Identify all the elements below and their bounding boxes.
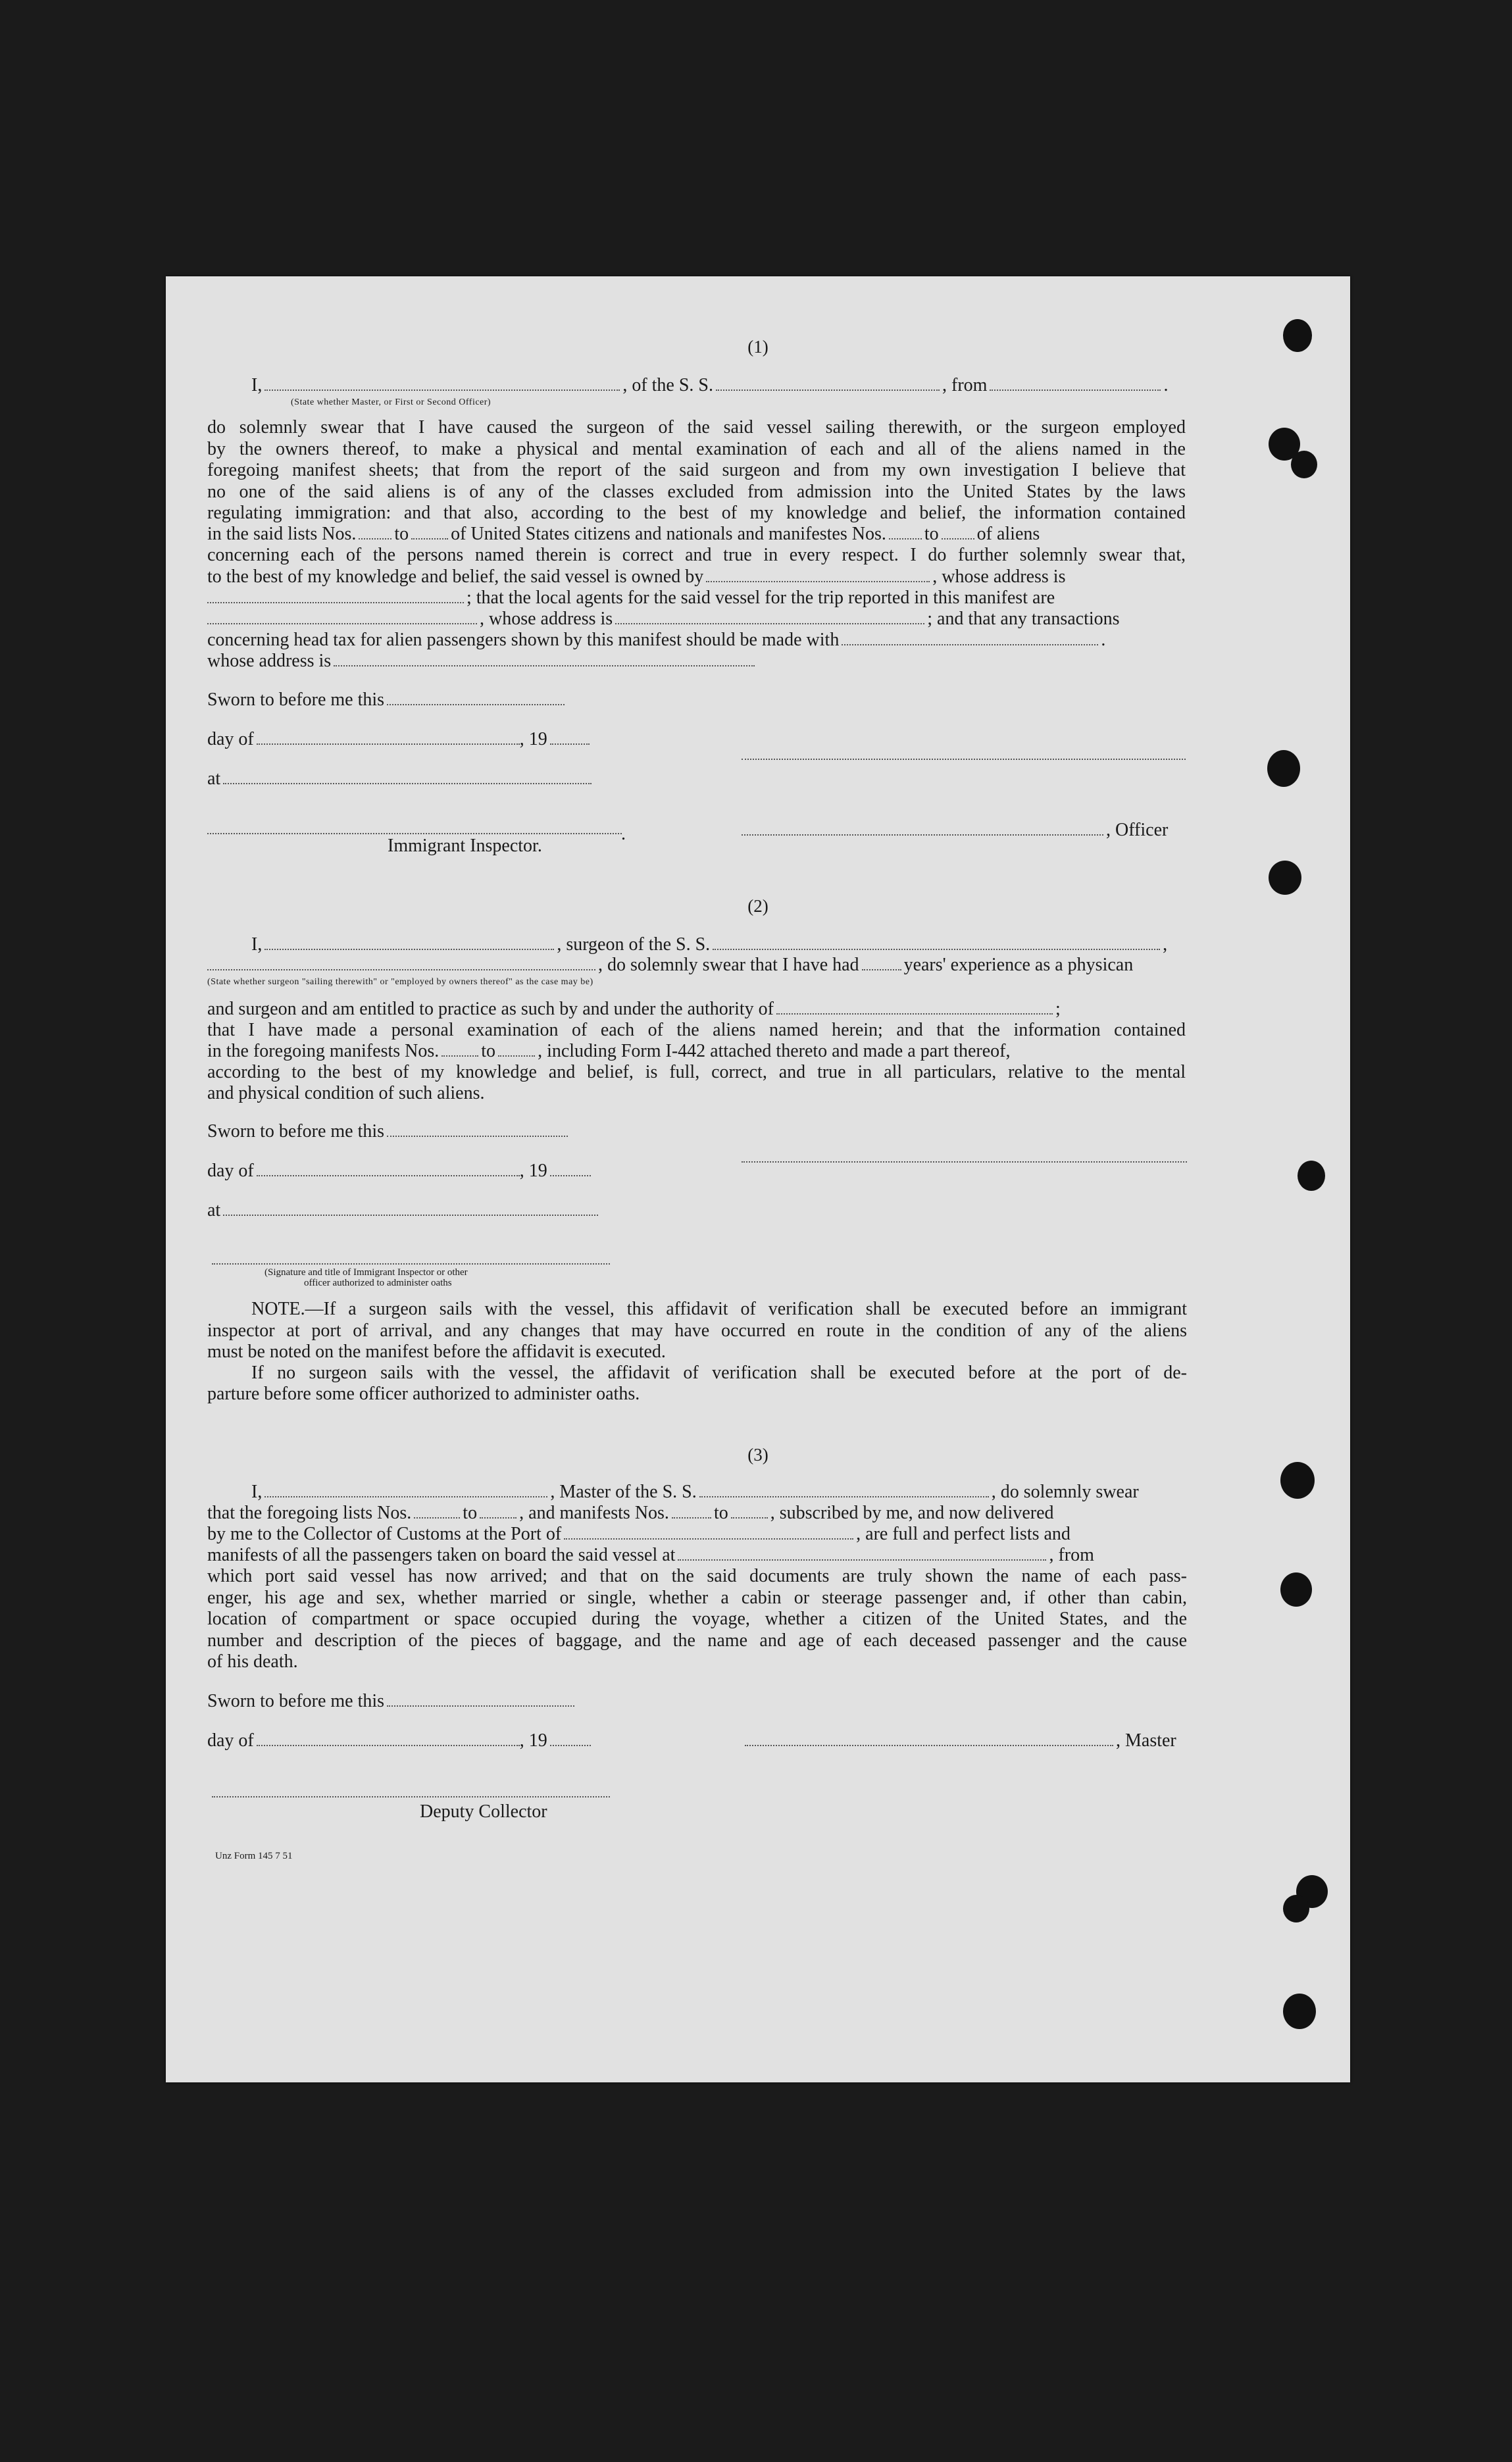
head-tax-line: concerning head tax for alien passengers shown by this manifest should be made with . [207,630,1106,650]
experience-line: , do solemnly swear that I have had years' experience as a physican [207,955,1133,976]
section-3-body: which port said vessel has now arrived; and that on the said documents are truly shown the name of each pass- enger, his age and sex, whether married or single, whether a cabin or steerage passenger and, if other than cabin, location of compartment or space occupied during the voyage, whether a citizen of the United States, and the number and description of the pieces of baggage, and the name and age of each deceased passenger and the cause [207,1566,1187,1651]
master-signature-line [742,759,1186,760]
section-1-i-line: I, , of the S. S. , from . [251,375,1169,395]
from-label: , from [942,375,988,395]
section-2-body-b: according to the best of my knowledge and belief, is full, correct, and true in all particulars, relative to the mental [207,1062,1186,1082]
at-line-2: at [207,1200,601,1221]
authorized-officer-signature-line [212,1263,610,1265]
punch-hole-icon [1280,1572,1312,1607]
sworn-line-3: Sworn to before me this [207,1691,577,1712]
form-code: Unz Form 145 7 51 [215,1851,293,1861]
punch-hole-icon [1298,1161,1325,1191]
manifest-affidavit-page: (1) I, , of the S. S. , from . (State whether Master, or First or Second Officer) do solemnly swear that I have caused the surgeon of the said vessel sailing therewith, or the surgeon employed by the owners thereof, to make a physical and mental examination of each and all of the aliens named in the foregoing manifest sheets; that from the report of the said surgeon and from my own investigation I believe that no one of the said aliens is of any of the classes excluded from admission into the United States by the laws regulating immigration: and that also, according to the best of my knowledge and belief, the information contained in the said lists Nos. to of United States citizens and nationals and manifestes Nos. to of aliens concerning each of the persons named therein is correct and true in every respect. I do further solemnly swear that, to the best of my knowledge and belief, the said vessel is owned by , whose address is ; that the local agents for the said vessel for the trip reported in this manifest are , whose address is ; and that any transactions concerning head tax for alien passengers shown by this manifest should be made with . whose address is Sworn to before me this day of , 19 at . , Officer Immigrant Inspector. (2) I, , surgeon of the S. S. , , do solemnly swear that I have had years' experience as a physican (State whether surgeon "sailing therewith" or "employed by owners thereof" as the case may be) and surgeon and am entitled to practice as such by and under the authority of ; that I have made a personal examination of each of the aliens named herein; and that the information contained in the foregoing manifests Nos. to , including Form I-442 attached thereto and made a part thereof, according to the best of my knowledge and belief, is full, correct, and true in all particulars, relative to the mental and physical condition of such aliens. Sworn to before me this day of , 19 at (Signature and title of Immigrant Inspector or other officer authorized to administer oaths NOTE.—If a surgeon sails with the vessel, this affidavit of verification shall be executed before an immigrant inspector at port of arrival, and any changes that may have occurred en route in the condition of any of the aliens must be noted on the manifest before the affidavit is executed. If no surgeon sails with the vessel, the affidavit of verification shall be executed before at the port of de- parture before some officer authorized to administer oaths. (3) I, , Master of the S. S. , do solemnly swear that the foregoing lists Nos. to , and manifests Nos. to , subscribed by me, and now delivered by me to the Collector of Customs at the Port of , are full and perfect lists and manifests of all the passengers taken on board the said vessel at , from which port said vessel has now arrived; and that on the said documents are truly shown the name of each pass- enger, his age and sex, whether married or single, whether a cabin or steerage passenger and, if other than cabin, location of compartment or space occupied during the voyage, whether a citizen of the United States, and the number and description of the pieces of baggage, and the name and age of each deceased passenger and the cause of his death. Sworn to before me this day of , 19 , Master Deputy Collector Unz Form 145 7 51 [166,276,1350,2082]
section-3-heading: (3) [747,1445,769,1465]
master-line: I, , Master of the S. S. , do solemnly swear [251,1482,1139,1502]
at-line-1: at [207,768,594,790]
surgeon-type-hint: (State whether surgeon "sailing therewith" or "employed by owners thereof" as the case may be) [207,977,593,987]
section-1-heading: (1) [747,337,769,357]
surgeon-line: I, , surgeon of the S. S. , [251,934,1168,955]
punch-hole-icon [1269,861,1301,895]
day-line-2: day of , 19 [207,1161,593,1182]
note-line-5: parture before some officer authorized to administer oaths. [207,1384,640,1404]
section-2-body-a: that I have made a personal examination of each of the aliens named herein; and that the information contained [207,1020,1186,1040]
officer-line: , Officer [742,820,1168,841]
section-1-body: do solemnly swear that I have caused the surgeon of the said vessel sailing therewith, or the surgeon employed by the owners thereof, to make a physical and mental examination of each and all of the aliens named in the foregoing manifest sheets; that from the report of the said surgeon and from my own investigation I believe that no one of the said aliens is of any of the classes excluded from admission into the United States by the laws regulating immigration: and that also, according to the best of my knowledge and belief, the information contained [207,417,1186,523]
punch-hole-icon [1283,319,1312,352]
section-2-last-line: and physical condition of such aliens. [207,1083,485,1103]
local-agents-line: ; that the local agents for the said vessel for the trip reported in this manifest are [207,588,1055,609]
sworn-line-1: Sworn to before me this [207,690,567,711]
day-line-3: day of , 19 [207,1730,593,1751]
master-signature-line-3: , Master [745,1730,1176,1751]
punch-hole-icon [1280,1462,1315,1499]
section-2-heading: (2) [747,896,769,916]
inspector-signature-line [207,833,622,834]
deputy-collector-signature-line [212,1796,610,1797]
i-label: I, [251,375,263,395]
note-block: NOTE.—If a surgeon sails with the vessel, this affidavit of verification shall be executed before an immigrant inspector at port of arrival, and any changes that may have occurred en route in the condition of any of the aliens [207,1299,1187,1341]
punch-hole-icon [1283,1994,1316,2029]
sworn-line-2: Sworn to before me this [207,1121,570,1142]
agents-address-line: , whose address is ; and that any transactions [207,609,1120,630]
punch-hole-icon [1291,451,1317,478]
foregoing-manifests-line: in the foregoing manifests Nos. to , including Form I-442 attached thereto and made a part thereof, [207,1041,1011,1061]
surgeon-signature-line [742,1161,1187,1163]
lists-numbers-line: in the said lists Nos. to of United States citizens and nationals and manifestes Nos. to of aliens [207,524,1040,544]
punch-hole-icon [1283,1895,1309,1922]
section-3-last-line: of his death. [207,1651,298,1672]
port-line: by me to the Collector of Customs at the Port of , are full and perfect lists and [207,1524,1071,1544]
signature-hint-2: officer authorized to administer oaths [304,1278,452,1288]
owned-by-line: to the best of my knowledge and belief, the said vessel is owned by , whose address is [207,566,1066,587]
officer-rank-hint: (State whether Master, or First or Second Officer) [291,397,491,407]
immigrant-inspector-label: Immigrant Inspector. [388,836,542,856]
punch-hole-icon [1267,750,1300,787]
day-line-1: day of , 19 [207,729,592,750]
signature-hint-1: (Signature and title of Immigrant Inspector or other [265,1267,468,1278]
of-ss-label: , of the S. S. [622,375,714,395]
whose-address-line: whose address is [207,651,757,672]
authority-line: and surgeon and am entitled to practice as such by and under the authority of ; [207,999,1061,1019]
foregoing-lists-line: that the foregoing lists Nos. to , and manifests Nos. to , subscribed by me, and now delivered [207,1503,1054,1523]
note-line-3: must be noted on the manifest before the affidavit is executed. [207,1342,666,1362]
note-line-4: If no surgeon sails with the vessel, the affidavit of verification shall be executed before at the port of de- [251,1363,1187,1383]
taken-on-board-line: manifests of all the passengers taken on board the said vessel at , from [207,1545,1094,1565]
concerning-line: concerning each of the persons named therein is correct and true in every respect. I do further solemnly swear that, [207,545,1186,565]
deputy-collector-label: Deputy Collector [420,1801,547,1822]
